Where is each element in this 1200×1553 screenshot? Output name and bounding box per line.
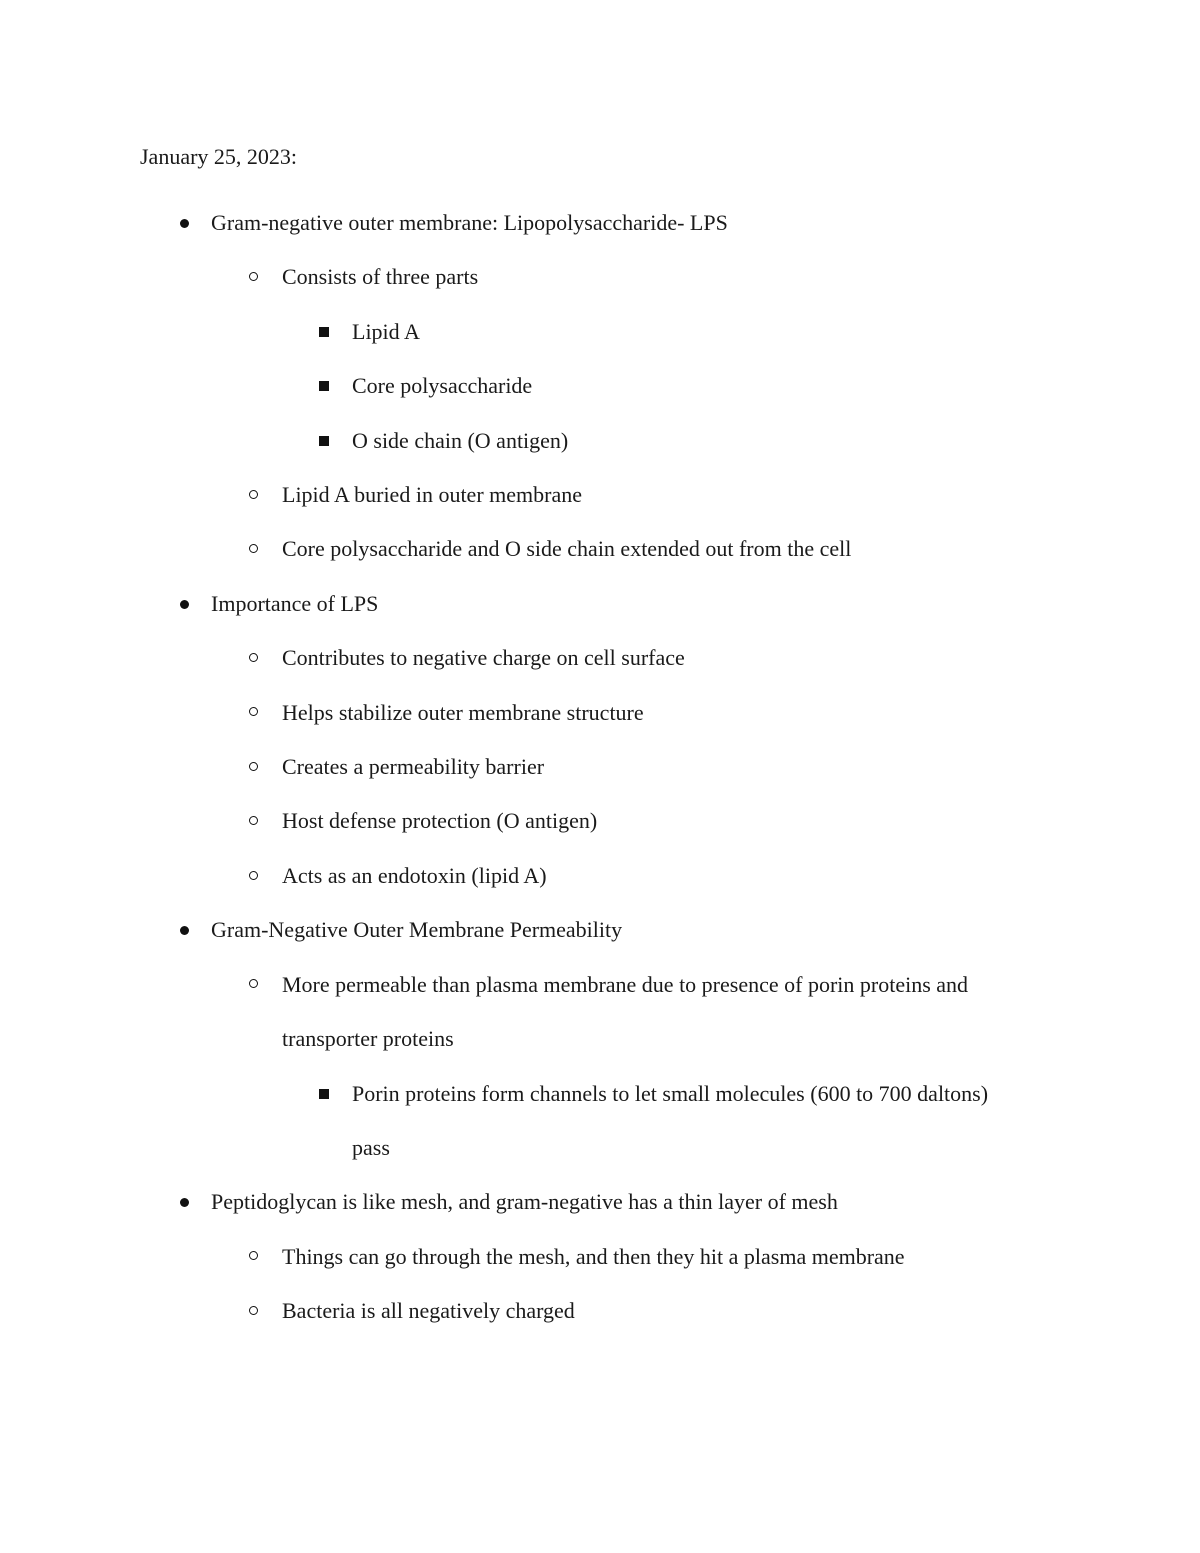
list-item-level-3 xyxy=(0,305,1200,359)
list-item-level-2 xyxy=(0,522,1200,576)
list-item-text: Contributes to negative charge on cell surface xyxy=(282,645,685,671)
list-item-text: Lipid A buried in outer membrane xyxy=(282,482,582,508)
list-item-text: transporter proteins xyxy=(282,1026,454,1052)
bullet-square-icon xyxy=(319,381,329,391)
list-item-text: Acts as an endotoxin (lipid A) xyxy=(282,862,547,888)
list-item-level-3 xyxy=(0,1067,1200,1121)
bullet-circle-icon xyxy=(249,979,258,988)
list-item-text: Porin proteins form channels to let small molecules (600 to 700 daltons) xyxy=(352,1080,989,1106)
list-item-level-2 xyxy=(0,468,1200,522)
list-item-level-3 xyxy=(0,359,1200,413)
list-item-text: Creates a permeability barrier xyxy=(282,754,545,780)
list-item-level-1 xyxy=(0,903,1200,957)
list-item-level-2 xyxy=(0,631,1200,685)
bullet-circle-icon xyxy=(249,490,258,499)
list-item-text: Core polysaccharide xyxy=(352,373,533,399)
bullet-circle-icon xyxy=(249,1251,258,1260)
list-item-text: Helps stabilize outer membrane structure xyxy=(282,699,644,725)
bullet-circle-icon xyxy=(249,1306,258,1315)
list-item-continuation xyxy=(0,1012,1200,1066)
list-item-text: Core polysaccharide and O side chain extended out from the cell xyxy=(282,536,852,562)
list-item-level-2 xyxy=(0,849,1200,903)
list-item-text: Peptidoglycan is like mesh, and gram-negative has a thin layer of mesh xyxy=(211,1189,838,1215)
list-item-text: Gram-negative outer membrane: Lipopolysaccharide- LPS xyxy=(211,210,728,235)
list-item-level-2 xyxy=(0,250,1200,304)
bullet-circle-icon xyxy=(249,816,258,825)
list-item-text: Lipid A xyxy=(352,318,420,344)
bullet-circle-icon xyxy=(249,871,258,880)
list-item-text: Gram-Negative Outer Membrane Permeability xyxy=(211,917,623,943)
bullet-square-icon xyxy=(319,1089,329,1099)
bullet-disc-icon xyxy=(180,1198,189,1207)
notes-list xyxy=(0,196,1200,1339)
bullet-disc-icon xyxy=(180,219,189,228)
list-item-text: pass xyxy=(352,1134,390,1160)
list-item-level-3 xyxy=(0,414,1200,468)
bullet-disc-icon xyxy=(180,926,189,935)
list-item-level-2 xyxy=(0,958,1200,1012)
list-item-level-1 xyxy=(0,1175,1200,1229)
list-item-text: O side chain (O antigen) xyxy=(352,427,569,453)
bullet-circle-icon xyxy=(249,544,258,553)
list-item-level-1 xyxy=(0,577,1200,631)
bullet-circle-icon xyxy=(249,707,258,716)
list-item-text: More permeable than plasma membrane due to presence of porin proteins and xyxy=(282,971,969,997)
list-item-text: Things can go through the mesh, and then they hit a plasma membrane xyxy=(282,1243,905,1269)
bullet-square-icon xyxy=(319,436,329,446)
list-item-level-2 xyxy=(0,794,1200,848)
bullet-disc-icon xyxy=(180,600,189,609)
list-item-text: Bacteria is all negatively charged xyxy=(282,1298,575,1324)
list-item-continuation xyxy=(0,1121,1200,1175)
date-heading: January 25, 2023: xyxy=(140,144,298,169)
list-item-level-2 xyxy=(0,740,1200,794)
list-item-text: Consists of three parts xyxy=(282,264,479,290)
list-item-text: Host defense protection (O antigen) xyxy=(282,808,598,834)
bullet-circle-icon xyxy=(249,272,258,281)
bullet-circle-icon xyxy=(249,653,258,662)
bullet-square-icon xyxy=(319,327,329,337)
list-item-level-2 xyxy=(0,686,1200,740)
list-item-level-1 xyxy=(0,196,1200,250)
list-item-level-2 xyxy=(0,1284,1200,1338)
list-item-text: Importance of LPS xyxy=(211,590,379,616)
bullet-circle-icon xyxy=(249,762,258,771)
list-item-level-2 xyxy=(0,1230,1200,1284)
